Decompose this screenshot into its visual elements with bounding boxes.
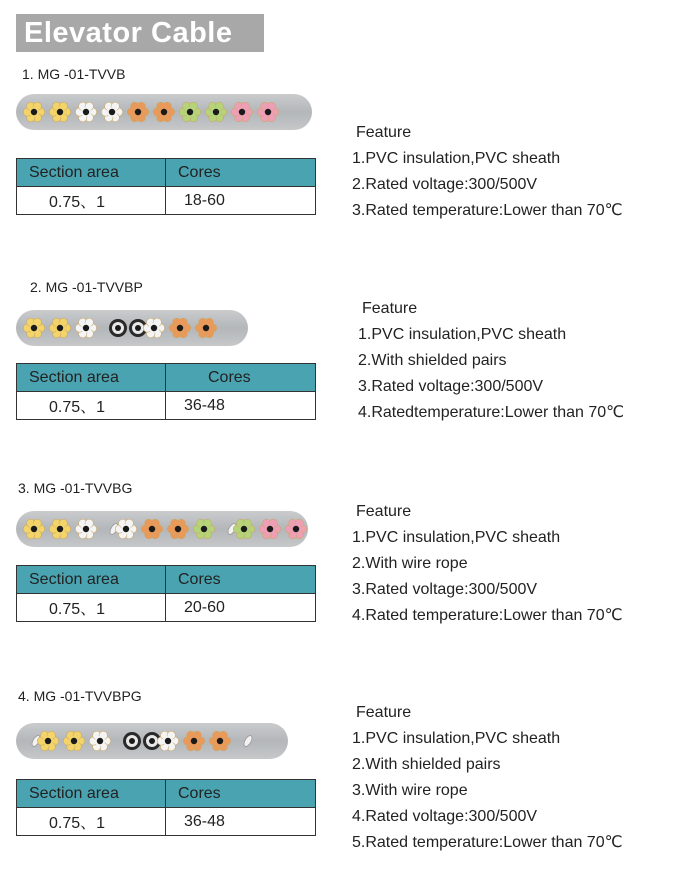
cable-cross-section — [16, 310, 248, 346]
header-section-area: Section area — [17, 364, 166, 392]
feature-item: 3.Rated temperature:Lower than 70℃ — [352, 202, 623, 219]
conductor-core — [37, 731, 58, 751]
conductor-core — [157, 731, 178, 751]
conductor-core — [75, 102, 96, 122]
product-model: 2. MG -01-TVVBP — [30, 279, 143, 295]
header-cores: Cores — [166, 364, 316, 392]
feature-list — [352, 120, 623, 224]
conductor-core — [63, 731, 84, 751]
header-section-area: Section area — [17, 566, 166, 594]
conductor-core — [195, 318, 216, 338]
conductor-core — [23, 102, 44, 122]
header-cores: Cores — [166, 159, 316, 187]
conductor-core — [231, 102, 252, 122]
feature-title: Feature — [356, 704, 412, 721]
conductor-core — [209, 731, 230, 751]
feature-title: Feature — [356, 124, 412, 141]
cable-cross-section — [16, 511, 308, 547]
feature-title: Feature — [362, 300, 418, 317]
section-area-value: 0.75、1 — [17, 594, 166, 622]
feature-list — [358, 296, 624, 426]
feature-item: 1.PVC insulation,PVC sheath — [358, 326, 567, 343]
cable-cross-section — [16, 94, 312, 130]
header-section-area: Section area — [17, 780, 166, 808]
shielded-pair — [109, 319, 147, 337]
conductor-core — [179, 102, 200, 122]
conductor-core — [23, 318, 44, 338]
conductor-core — [75, 519, 96, 539]
header-cores: Cores — [166, 780, 316, 808]
conductor-core — [169, 318, 190, 338]
conductor-core — [75, 318, 96, 338]
wire-rope — [242, 734, 253, 747]
cable-cores — [16, 511, 308, 547]
header-section-area: Section area — [17, 159, 166, 187]
product-model: 4. MG -01-TVVBPG — [18, 688, 142, 704]
conductor-core — [127, 102, 148, 122]
conductor-core — [259, 519, 280, 539]
feature-item: 1.PVC insulation,PVC sheath — [352, 150, 561, 167]
cores-value: 36-48 — [166, 392, 316, 420]
section-area-value: 0.75、1 — [17, 392, 166, 420]
conductor-core — [183, 731, 204, 751]
conductor-core — [167, 519, 188, 539]
page-title: Elevator Cable — [24, 17, 233, 49]
cores-value: 18-60 — [166, 187, 316, 215]
section-area-value: 0.75、1 — [17, 808, 166, 836]
spec-table — [16, 779, 316, 836]
feature-item: 3.Rated voltage:300/500V — [352, 581, 538, 598]
cable-cores — [16, 310, 248, 346]
feature-item: 2.With shielded pairs — [352, 756, 501, 773]
feature-item: 4.Rated voltage:300/500V — [352, 808, 538, 825]
spec-table — [16, 565, 316, 622]
conductor-core — [89, 731, 110, 751]
product-model: 1. MG -01-TVVB — [22, 66, 126, 82]
cores-value: 36-48 — [166, 808, 316, 836]
conductor-core — [23, 519, 44, 539]
cores-value: 20-60 — [166, 594, 316, 622]
feature-item: 1.PVC insulation,PVC sheath — [352, 730, 561, 747]
feature-list — [352, 499, 623, 629]
feature-list — [352, 700, 623, 856]
conductor-core — [143, 318, 164, 338]
spec-table — [16, 158, 316, 215]
conductor-core — [205, 102, 226, 122]
conductor-core — [285, 519, 306, 539]
feature-item: 2.With shielded pairs — [358, 352, 507, 369]
conductor-core — [153, 102, 174, 122]
spec-table — [16, 363, 316, 420]
feature-item: 5.Rated temperature:Lower than 70℃ — [352, 834, 623, 851]
cable-cores — [16, 94, 312, 130]
shielded-pair — [123, 732, 161, 750]
cable-cores — [16, 723, 288, 759]
conductor-core — [233, 519, 254, 539]
conductor-core — [257, 102, 278, 122]
feature-item: 2.Rated voltage:300/500V — [352, 176, 538, 193]
section-area-value: 0.75、1 — [17, 187, 166, 215]
feature-item: 2.With wire rope — [352, 555, 468, 572]
conductor-core — [115, 519, 136, 539]
feature-item: 3.With wire rope — [352, 782, 468, 799]
title-banner — [16, 14, 264, 52]
conductor-core — [141, 519, 162, 539]
conductor-core — [101, 102, 122, 122]
feature-item: 3.Rated voltage:300/500V — [358, 378, 544, 395]
feature-item: 4.Ratedtemperature:Lower than 70℃ — [358, 404, 625, 421]
conductor-core — [49, 318, 70, 338]
conductor-core — [193, 519, 214, 539]
conductor-core — [49, 102, 70, 122]
header-cores: Cores — [166, 566, 316, 594]
cable-cross-section — [16, 723, 288, 759]
feature-item: 1.PVC insulation,PVC sheath — [352, 529, 561, 546]
feature-item: 4.Rated temperature:Lower than 70℃ — [352, 607, 623, 624]
feature-title: Feature — [356, 503, 412, 520]
product-model: 3. MG -01-TVVBG — [18, 480, 133, 496]
conductor-core — [49, 519, 70, 539]
